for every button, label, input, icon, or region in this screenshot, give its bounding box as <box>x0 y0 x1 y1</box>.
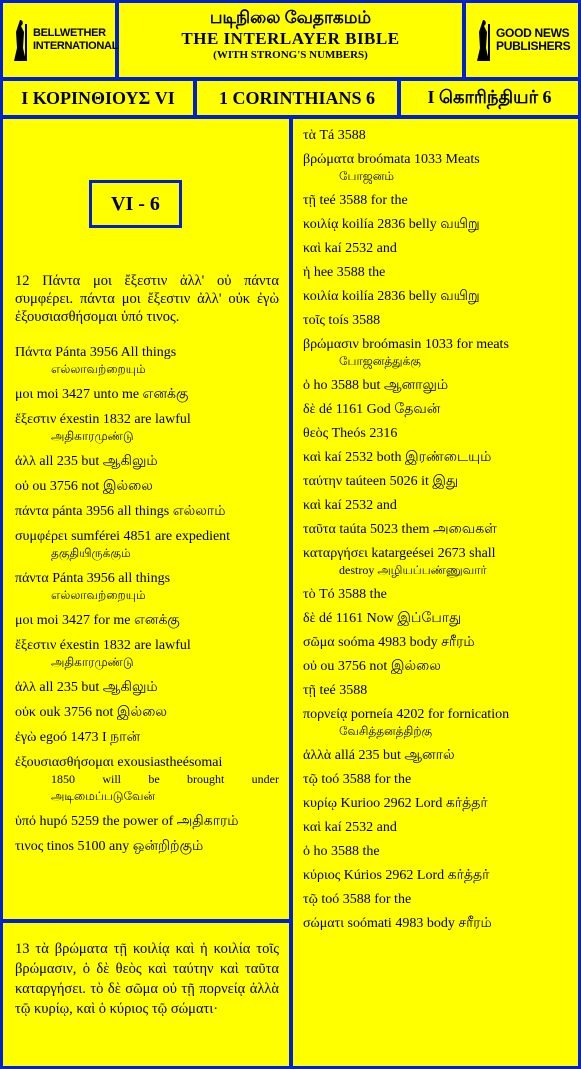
word-entry <box>303 216 568 233</box>
word-entry <box>15 386 279 403</box>
title-subtitle: (WITH STRONG'S NUMBERS) <box>213 49 368 61</box>
word-entry-text: πάντα pánta 3956 all things எல்லாம் <box>15 504 226 519</box>
word-entry <box>303 264 568 281</box>
word-entry <box>15 729 279 746</box>
verse-13-heading: 13 τὰ βρώματα τῇ κοιλίᾳ καὶ ἡ κοιλία τοῖς βρώμασιν, ὁ δὲ θεὸς καὶ ταύτην καὶ ταῦτα καταργήσει. τὸ δὲ σῶμα οὐ τῇ πορνείᾳ ἀλλὰ τῷ κυρίῳ, καὶ ὁ κύριος τῷ σώματι· <box>15 941 279 1017</box>
header-title-block <box>119 3 462 77</box>
word-entry-tamil: அதிகாரமுண்டு <box>51 429 134 443</box>
word-entry <box>303 682 568 699</box>
chapter-label: VI - 6 <box>89 180 182 228</box>
word-entry-text: κυρίῳ Kurioo 2962 Lord கர்த்தர் <box>303 796 488 811</box>
word-entry-text: οὐ ou 3756 not இல்லை <box>303 659 441 674</box>
word-entry-text: ταύτην taúteen 5026 it இது <box>303 474 459 489</box>
word-entry <box>15 813 279 830</box>
word-entry-tamil: போஜனம் <box>339 169 395 183</box>
word-entry <box>303 634 568 651</box>
shepherd-icon <box>11 18 29 62</box>
word-entry-text: ἀλλ all 235 but ஆகிலும் <box>15 454 158 469</box>
word-entry-tamil: தகுதியிருக்கும் <box>51 546 131 560</box>
word-entry <box>15 570 279 604</box>
word-entry-text: σῶμα soóma 4983 body சரீரம் <box>303 635 475 650</box>
word-entry-text: τοῖς toís 3588 <box>303 313 381 328</box>
word-entry <box>15 478 279 495</box>
word-entry-text: ἡ hee 3588 the <box>303 265 386 280</box>
title-english: THE INTERLAYER BIBLE <box>181 29 400 48</box>
word-entry <box>303 747 568 764</box>
word-entry-text: καὶ kaí 2532 and <box>303 241 397 256</box>
word-entry <box>303 915 568 932</box>
word-entry-text: Πάντα Pánta 3956 All things <box>15 345 177 360</box>
word-entry <box>303 891 568 908</box>
word-entry <box>15 344 279 378</box>
word-entry <box>303 377 568 394</box>
shepherd-icon <box>474 18 492 62</box>
word-entry <box>15 453 279 470</box>
word-entry-text: κοιλίᾳ koilía 2836 belly வயிறு <box>303 217 480 232</box>
word-entry <box>303 127 568 144</box>
word-entry-text: ὁ ho 3588 the <box>303 844 380 859</box>
word-entry <box>15 754 279 805</box>
verse-13-word-panel <box>293 119 578 1066</box>
word-entry-text: ἀλλ all 235 but ஆகிலும் <box>15 680 158 695</box>
word-entry-text: ἐξουσιασθήσομαι exousiastheésomai <box>15 755 223 770</box>
word-entry-text: σώματι soómati 4983 body சரீரம் <box>303 916 492 931</box>
word-entry-text: τὸ Tó 3588 the <box>303 587 387 602</box>
verse-12-heading: 12 Πάντα μοι ἔξεστιν ἀλλ' οὐ πάντα συμφέρει. πάντα μοι ἔξεστιν ἀλλ' οὐκ ἐγὼ ἐξουσιασθήσομαι ὑπό τινος. <box>15 273 279 325</box>
verse-12-panel <box>3 119 289 919</box>
word-entry-text: θεὸς Theós 2316 <box>303 426 398 441</box>
word-entry <box>303 586 568 603</box>
word-entry <box>303 658 568 675</box>
word-entry-text: καταργήσει katargeései 2673 shall <box>303 546 496 561</box>
left-logo-text: BELLWETHER INTERNATIONAL <box>33 27 119 52</box>
word-entry <box>303 192 568 209</box>
title-tamil: படிநிலை வேதாகமம் <box>209 8 372 27</box>
word-entry <box>303 867 568 884</box>
word-entry <box>303 240 568 257</box>
word-entry <box>303 151 568 185</box>
word-entry <box>303 497 568 514</box>
word-entry <box>303 545 568 579</box>
word-entry <box>303 771 568 788</box>
word-entry-tamil: போஜனத்துக்கு <box>339 354 421 368</box>
word-entry <box>303 312 568 329</box>
book-english: 1 CORINTHIANS 6 <box>197 81 397 115</box>
word-entry <box>15 411 279 445</box>
word-entry-text: ὁ ho 3588 but ஆனாலும் <box>303 378 449 393</box>
word-entry-text: βρώμασιν broómasin 1033 for meats <box>303 337 509 352</box>
word-entry <box>303 521 568 538</box>
word-entry <box>303 843 568 860</box>
word-entry-text: μοι moi 3427 for me எனக்கு <box>15 613 180 628</box>
verse-13-panel <box>3 923 289 1066</box>
word-entry-tamil: 1850 will be brought under அடிமைப்படுவேன் <box>51 772 279 803</box>
word-entry <box>303 425 568 442</box>
word-entry-text: συμφέρει sumférei 4851 are expedient <box>15 529 231 544</box>
word-entry-tamil: அதிகாரமுண்டு <box>51 655 134 669</box>
word-entry <box>303 473 568 490</box>
word-entry-text: δὲ dé 1161 Now இப்போது <box>303 611 462 626</box>
word-entry-text: τὰ Tá 3588 <box>303 128 366 143</box>
word-entry <box>15 503 279 520</box>
word-entry-tamil: destroy அழியப்பண்ணுவார் <box>339 563 487 577</box>
word-entry-text: τῷ toó 3588 for the <box>303 772 412 787</box>
word-entry-text: ἔξεστιν éxestin 1832 are lawful <box>15 412 191 427</box>
verse-13-word-list <box>303 127 568 932</box>
word-entry <box>15 679 279 696</box>
word-entry-text: ἔξεστιν éxestin 1832 are lawful <box>15 638 191 653</box>
word-entry-text: οὐ ou 3756 not இல்லை <box>15 479 153 494</box>
publisher-logo-right <box>466 3 578 77</box>
word-entry-text: ὑπό hupó 5259 the power of அதிகாரம் <box>15 814 239 829</box>
book-tamil: I கொரிந்தியர் 6 <box>401 81 578 115</box>
word-entry-text: ἐγὼ egoó 1473 I நான் <box>15 730 141 745</box>
word-entry-text: καὶ kaí 2532 and <box>303 820 397 835</box>
word-entry-text: καὶ kaí 2532 both இரண்டையும் <box>303 450 492 465</box>
right-logo-text: GOOD NEWS PUBLISHERS <box>496 26 571 53</box>
word-entry-text: καὶ kaí 2532 and <box>303 498 397 513</box>
word-entry-text: τῇ teé 3588 <box>303 683 368 698</box>
word-entry <box>303 449 568 466</box>
word-entry <box>303 610 568 627</box>
word-entry <box>303 288 568 305</box>
word-entry-text: βρώματα broómata 1033 Meats <box>303 152 480 167</box>
word-entry-text: τῇ teé 3588 for the <box>303 193 408 208</box>
word-entry-text: ταῦτα taúta 5023 them அவைகள் <box>303 522 497 537</box>
word-entry-text: κοιλία koilía 2836 belly வயிறு <box>303 289 480 304</box>
word-entry <box>303 706 568 740</box>
word-entry <box>303 336 568 370</box>
word-entry <box>15 637 279 671</box>
word-entry-text: πάντα Pánta 3956 all things <box>15 571 171 586</box>
word-entry-text: τινος tinos 5100 any ஒன்றிற்கும் <box>15 839 204 854</box>
word-entry <box>15 704 279 721</box>
word-entry-tamil: வேசித்தனத்திற்கு <box>339 724 433 738</box>
word-entry-text: δὲ dé 1161 God தேவன் <box>303 402 441 417</box>
word-entry <box>303 401 568 418</box>
word-entry <box>303 795 568 812</box>
publisher-logo-left <box>3 3 119 77</box>
verse-12-word-list <box>15 344 279 855</box>
word-entry-tamil: எல்லாவற்றையும் <box>51 588 146 602</box>
word-entry-text: κύριος Kúrios 2962 Lord கர்த்தர் <box>303 868 490 883</box>
word-entry-text: πορνείᾳ porneía 4202 for fornication <box>303 707 510 722</box>
word-entry <box>15 838 279 855</box>
word-entry-text: μοι moi 3427 unto me எனக்கு <box>15 387 189 402</box>
word-entry-text: ἀλλὰ allá 235 but ஆனால் <box>303 748 455 763</box>
word-entry <box>15 528 279 562</box>
word-entry-tamil: எல்லாவற்றையும் <box>51 362 146 376</box>
book-greek: I ΚΟΡΙΝΘΙΟΥΣ VI <box>3 81 193 115</box>
word-entry-text: τῷ toó 3588 for the <box>303 892 412 907</box>
word-entry <box>303 819 568 836</box>
word-entry-text: οὐκ ouk 3756 not இல்லை <box>15 705 167 720</box>
word-entry <box>15 612 279 629</box>
